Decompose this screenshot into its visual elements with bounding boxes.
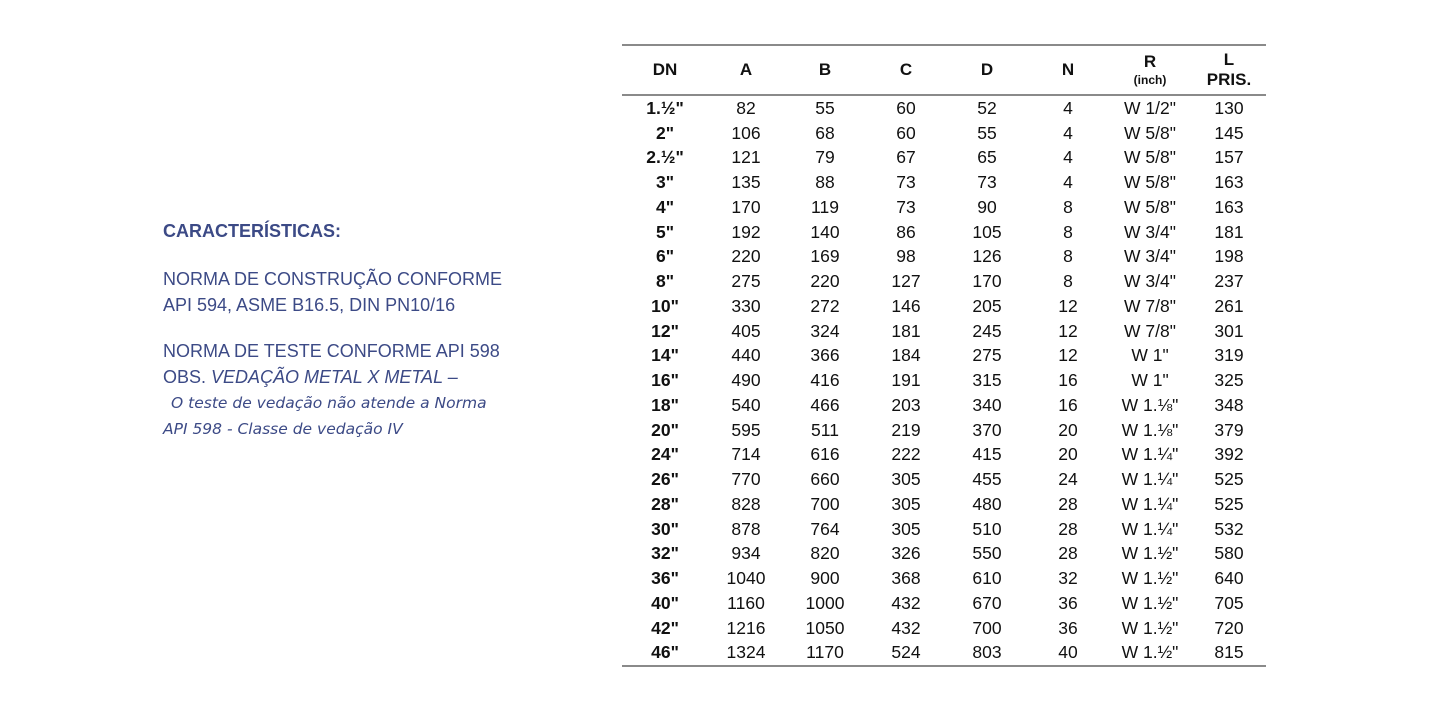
- cell-d: 205: [972, 295, 1002, 316]
- cell-l: 163: [1214, 172, 1244, 193]
- cell-n: 36: [1058, 592, 1078, 613]
- cell-a: 1040: [726, 568, 766, 589]
- cell-dn: 2": [655, 122, 675, 143]
- cell-d: 550: [972, 543, 1002, 564]
- characteristics-title: CARACTERÍSTICAS:: [163, 221, 341, 241]
- cell-l: 525: [1214, 469, 1244, 490]
- cell-l: 261: [1214, 295, 1244, 316]
- cell-c: 432: [891, 617, 921, 638]
- cell-a: 192: [731, 221, 761, 242]
- cell-d: 480: [972, 493, 1002, 514]
- test-standard: [163, 338, 583, 390]
- cell-l: 525: [1214, 493, 1244, 514]
- table-row: [622, 195, 1266, 220]
- cell-a: 330: [731, 295, 761, 316]
- cell-d: 803: [972, 642, 1002, 663]
- cell-d: 510: [972, 518, 1002, 539]
- cell-l: 319: [1214, 345, 1244, 366]
- cell-r: W 3/4": [1124, 246, 1176, 267]
- cell-l: 301: [1214, 320, 1244, 341]
- cell-a: 770: [731, 469, 761, 490]
- cell-r: W 5/8": [1124, 147, 1176, 168]
- cell-b: 324: [810, 320, 840, 341]
- table-row: [622, 492, 1266, 517]
- cell-r: W 1.½": [1121, 543, 1179, 564]
- cell-b: 764: [810, 518, 840, 539]
- table-row: [622, 616, 1266, 641]
- cell-r: W 3/4": [1124, 221, 1176, 242]
- cell-r: W 7/8": [1124, 295, 1176, 316]
- cell-c: 73: [896, 172, 916, 193]
- cell-a: 878: [731, 518, 761, 539]
- cell-n: 28: [1058, 518, 1078, 539]
- cell-dn: 20": [651, 419, 679, 440]
- cell-c: 432: [891, 592, 921, 613]
- header-d: D: [980, 60, 994, 79]
- table-row: [622, 121, 1266, 146]
- cell-c: 524: [891, 642, 921, 663]
- sealing-note: [163, 390, 583, 442]
- cell-c: 222: [891, 444, 921, 465]
- cell-d: 610: [972, 568, 1002, 589]
- cell-r: W 1.½": [1121, 617, 1179, 638]
- cell-dn: 42": [651, 617, 679, 638]
- cell-n: 20: [1058, 444, 1078, 465]
- cell-dn: 36": [651, 568, 679, 589]
- cell-r: W 1": [1131, 370, 1169, 391]
- cell-l: 379: [1214, 419, 1244, 440]
- construction-standard: [163, 266, 583, 318]
- cell-d: 700: [972, 617, 1002, 638]
- cell-d: 275: [972, 345, 1002, 366]
- cell-dn: 28": [651, 493, 679, 514]
- cell-a: 135: [731, 172, 761, 193]
- table-body: [622, 95, 1266, 666]
- cell-b: 1050: [805, 617, 845, 638]
- cell-n: 4: [1063, 97, 1073, 118]
- cell-b: 466: [810, 394, 840, 415]
- header-r-unit: (inch): [1133, 73, 1167, 87]
- cell-a: 121: [731, 147, 761, 168]
- cell-n: 32: [1058, 568, 1078, 589]
- cell-b: 366: [810, 345, 840, 366]
- dimensions-table-wrapper: [622, 44, 1266, 667]
- cell-dn: 30": [651, 518, 679, 539]
- table-row: [622, 641, 1266, 667]
- header-b: B: [818, 60, 832, 79]
- cell-n: 16: [1058, 370, 1078, 391]
- cell-b: 511: [811, 419, 839, 440]
- cell-l: 145: [1214, 122, 1244, 143]
- cell-c: 191: [891, 370, 921, 391]
- header-dn: DN: [652, 60, 678, 79]
- cell-r: W 1/2": [1124, 97, 1176, 118]
- cell-b: 900: [810, 568, 840, 589]
- header-n: N: [1061, 60, 1075, 79]
- cell-r: W 5/8": [1124, 196, 1176, 217]
- cell-r: W 7/8": [1124, 320, 1176, 341]
- cell-d: 370: [972, 419, 1002, 440]
- cell-l: 815: [1214, 642, 1244, 663]
- cell-a: 714: [731, 444, 761, 465]
- cell-l: 181: [1214, 221, 1244, 242]
- cell-n: 40: [1058, 642, 1078, 663]
- cell-n: 8: [1063, 221, 1073, 242]
- cell-b: 700: [810, 493, 840, 514]
- table-header-row: [622, 45, 1266, 95]
- cell-r: W 3/4": [1124, 271, 1176, 292]
- cell-c: 305: [891, 493, 921, 514]
- cell-n: 4: [1063, 147, 1073, 168]
- cell-d: 90: [977, 196, 997, 217]
- header-l: L PRIS.: [1192, 45, 1266, 95]
- cell-n: 12: [1058, 295, 1078, 316]
- cell-c: 60: [896, 122, 916, 143]
- cell-dn: 3": [655, 172, 675, 193]
- cell-a: 934: [731, 543, 761, 564]
- cell-r: W 1": [1131, 345, 1169, 366]
- cell-l: 392: [1214, 444, 1244, 465]
- cell-a: 170: [731, 196, 761, 217]
- cell-l: 705: [1214, 592, 1244, 613]
- cell-b: 272: [810, 295, 840, 316]
- cell-c: 60: [896, 97, 916, 118]
- obs-line: [163, 364, 583, 390]
- cell-l: 163: [1214, 196, 1244, 217]
- cell-n: 4: [1063, 172, 1073, 193]
- table-row: [622, 294, 1266, 319]
- table-row: [622, 566, 1266, 591]
- dimensions-table: [622, 44, 1266, 667]
- test-standard-line: NORMA DE TESTE CONFORME API 598: [163, 341, 500, 361]
- cell-d: 170: [972, 271, 1002, 292]
- cell-dn: 1.½": [646, 97, 684, 118]
- cell-r: W 1.½": [1121, 592, 1179, 613]
- table-row: [622, 319, 1266, 344]
- cell-r: W 1.⅛": [1121, 394, 1179, 415]
- table-row: [622, 418, 1266, 443]
- cell-c: 368: [891, 568, 921, 589]
- cell-n: 8: [1063, 196, 1073, 217]
- cell-n: 12: [1058, 345, 1078, 366]
- sealing-note-line-2: API 598 - Classe de vedação IV: [163, 420, 403, 438]
- table-row: [622, 95, 1266, 121]
- characteristics-panel: [163, 218, 583, 442]
- cell-n: 36: [1058, 617, 1078, 638]
- cell-r: W 1.¼": [1121, 518, 1179, 539]
- cell-dn: 4": [655, 196, 675, 217]
- cell-c: 203: [891, 394, 921, 415]
- cell-l: 640: [1214, 568, 1244, 589]
- cell-n: 24: [1058, 469, 1078, 490]
- cell-dn: 5": [655, 221, 675, 242]
- cell-b: 169: [810, 246, 840, 267]
- cell-n: 28: [1058, 493, 1078, 514]
- construction-standard-line-2: API 594, ASME B16.5, DIN PN10/16: [163, 295, 456, 315]
- cell-b: 1000: [805, 592, 845, 613]
- cell-dn: 14": [651, 345, 679, 366]
- cell-n: 12: [1058, 320, 1078, 341]
- cell-dn: 18": [651, 394, 679, 415]
- cell-r: W 5/8": [1124, 122, 1176, 143]
- cell-d: 126: [972, 246, 1002, 267]
- cell-dn: 16": [651, 370, 679, 391]
- table-row: [622, 591, 1266, 616]
- table-row: [622, 269, 1266, 294]
- cell-a: 82: [736, 97, 756, 118]
- table-row: [622, 368, 1266, 393]
- table-row: [622, 517, 1266, 542]
- cell-a: 275: [731, 271, 761, 292]
- cell-b: 79: [815, 147, 835, 168]
- cell-n: 8: [1063, 271, 1073, 292]
- cell-r: W 1.½": [1121, 642, 1179, 663]
- cell-l: 237: [1214, 271, 1244, 292]
- cell-b: 660: [810, 469, 840, 490]
- cell-a: 1216: [726, 617, 766, 638]
- cell-l: 580: [1214, 543, 1244, 564]
- cell-b: 1170: [806, 642, 844, 663]
- obs-prefix: OBS.: [163, 367, 212, 387]
- cell-dn: 8": [655, 271, 675, 292]
- cell-dn: 24": [651, 444, 679, 465]
- cell-dn: 40": [651, 592, 679, 613]
- cell-b: 88: [815, 172, 835, 193]
- cell-c: 146: [891, 295, 921, 316]
- cell-b: 616: [810, 444, 840, 465]
- cell-a: 106: [731, 122, 761, 143]
- cell-a: 828: [731, 493, 761, 514]
- cell-c: 184: [891, 345, 921, 366]
- cell-l: 720: [1214, 617, 1244, 638]
- cell-a: 490: [731, 370, 761, 391]
- cell-dn: 26": [651, 469, 679, 490]
- cell-b: 140: [810, 221, 840, 242]
- cell-l: 532: [1214, 518, 1244, 539]
- cell-c: 86: [896, 221, 916, 242]
- cell-l: 325: [1214, 370, 1244, 391]
- cell-d: 315: [972, 370, 1002, 391]
- cell-b: 68: [815, 122, 835, 143]
- header-l-sub: PRIS.: [1206, 70, 1252, 89]
- cell-b: 220: [810, 271, 840, 292]
- cell-d: 670: [972, 592, 1002, 613]
- table-row: [622, 170, 1266, 195]
- cell-a: 595: [731, 419, 761, 440]
- cell-b: 119: [811, 196, 839, 217]
- cell-d: 73: [977, 172, 997, 193]
- cell-b: 820: [810, 543, 840, 564]
- cell-b: 55: [815, 97, 835, 118]
- cell-c: 127: [891, 271, 921, 292]
- table-row: [622, 245, 1266, 270]
- sealing-note-line-1: O teste de vedação não atende a Norma: [171, 394, 487, 412]
- cell-d: 415: [972, 444, 1002, 465]
- cell-r: W 1.¼": [1121, 469, 1179, 490]
- cell-l: 198: [1214, 246, 1244, 267]
- cell-c: 326: [891, 543, 921, 564]
- obs-sealing-type: VEDAÇÃO METAL X METAL –: [211, 367, 458, 387]
- header-r: R (inch): [1108, 45, 1192, 95]
- table-row: [622, 220, 1266, 245]
- cell-dn: 10": [651, 295, 679, 316]
- cell-a: 540: [731, 394, 761, 415]
- cell-r: W 1.½": [1121, 568, 1179, 589]
- cell-dn: 2.½": [646, 147, 684, 168]
- cell-c: 305: [891, 469, 921, 490]
- cell-d: 55: [977, 122, 997, 143]
- cell-c: 98: [896, 246, 916, 267]
- cell-a: 1324: [726, 642, 766, 663]
- cell-a: 220: [731, 246, 761, 267]
- cell-l: 157: [1214, 147, 1244, 168]
- cell-c: 219: [891, 419, 921, 440]
- cell-a: 405: [731, 320, 761, 341]
- cell-dn: 6": [655, 246, 675, 267]
- cell-a: 1160: [727, 592, 765, 613]
- cell-r: W 1.¼": [1121, 444, 1179, 465]
- cell-d: 52: [977, 97, 997, 118]
- table-row: [622, 146, 1266, 171]
- cell-r: W 1.¼": [1121, 493, 1179, 514]
- cell-dn: 46": [651, 642, 679, 663]
- cell-dn: 12": [651, 320, 679, 341]
- table-row: [622, 393, 1266, 418]
- cell-b: 416: [810, 370, 840, 391]
- cell-l: 130: [1214, 97, 1244, 118]
- cell-n: 8: [1063, 246, 1073, 267]
- construction-standard-line-1: NORMA DE CONSTRUÇÃO CONFORME: [163, 269, 503, 289]
- cell-c: 67: [896, 147, 916, 168]
- cell-c: 181: [891, 320, 921, 341]
- table-row: [622, 467, 1266, 492]
- cell-r: W 1.⅛": [1121, 419, 1179, 440]
- table-row: [622, 443, 1266, 468]
- cell-r: W 5/8": [1124, 172, 1176, 193]
- cell-n: 28: [1058, 543, 1078, 564]
- cell-n: 20: [1058, 419, 1078, 440]
- header-a: A: [739, 60, 753, 79]
- cell-c: 73: [896, 196, 916, 217]
- cell-d: 65: [977, 147, 997, 168]
- cell-c: 305: [891, 518, 921, 539]
- cell-n: 4: [1063, 122, 1073, 143]
- cell-d: 340: [972, 394, 1002, 415]
- cell-d: 245: [972, 320, 1002, 341]
- table-row: [622, 344, 1266, 369]
- cell-a: 440: [731, 345, 761, 366]
- cell-dn: 32": [651, 543, 679, 564]
- cell-d: 455: [972, 469, 1002, 490]
- table-row: [622, 542, 1266, 567]
- cell-n: 16: [1058, 394, 1078, 415]
- cell-d: 105: [972, 221, 1002, 242]
- header-c: C: [899, 60, 913, 79]
- cell-l: 348: [1214, 394, 1244, 415]
